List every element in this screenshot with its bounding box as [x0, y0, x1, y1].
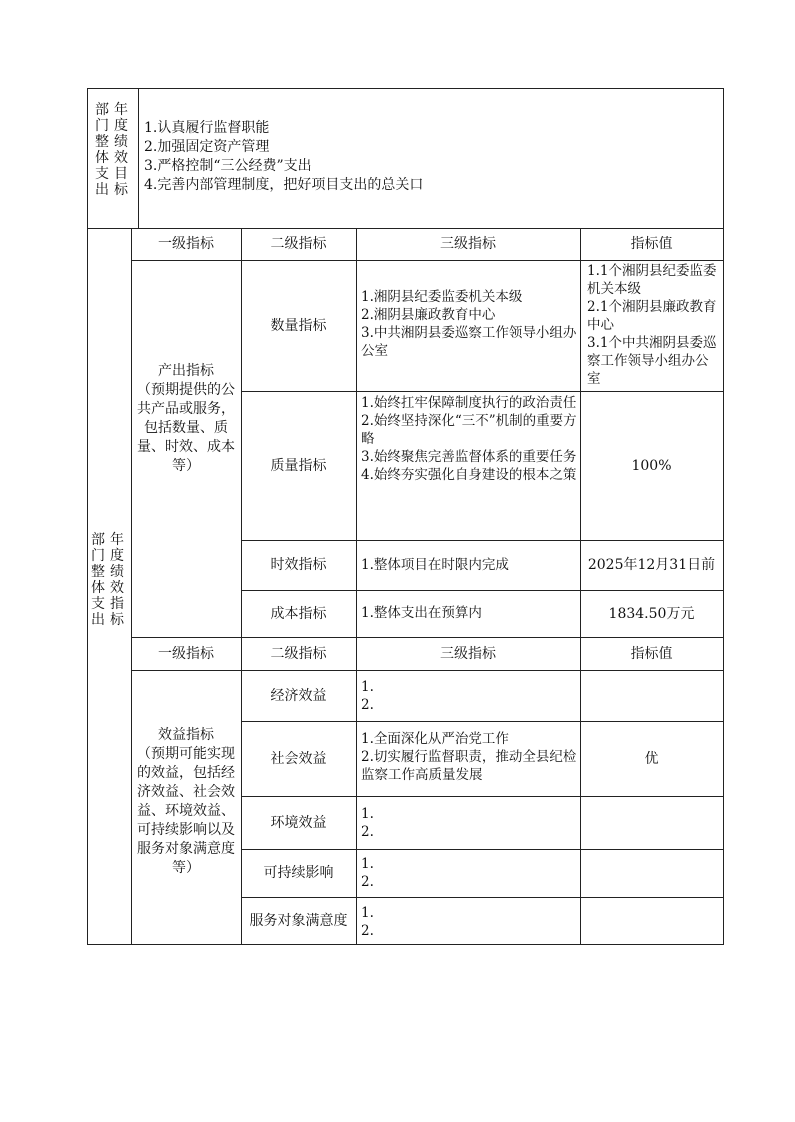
indicator-label-col1 — [90, 532, 106, 628]
benefit-level1 — [134, 670, 238, 944]
header-value-2: 指标值 — [630, 645, 673, 662]
value-line: 1.1个湘阴县纪委监委机关本级 — [587, 263, 717, 297]
benefit-level3-satisfaction — [361, 904, 577, 940]
vertical-char: 目 — [114, 166, 128, 182]
header-level1-2: 一级指标 — [158, 645, 214, 662]
benefit-level2-economic: 经济效益 — [270, 687, 327, 704]
benefit-value-sustainability — [580, 849, 723, 897]
vertical-char: 年 — [114, 102, 128, 118]
benefit-value-satisfaction — [580, 897, 723, 944]
header-level3: 三级指标 — [440, 236, 496, 252]
vertical-char: 绩 — [114, 134, 128, 150]
output-value-cost: 1834.50万元 — [608, 605, 695, 622]
output-value-timeliness: 2025年12月31日前 — [587, 557, 716, 573]
output-level3-quantity — [361, 288, 577, 360]
level3-line: 1. — [361, 679, 374, 695]
level3-line: 2. — [361, 824, 374, 840]
benefit-level3-social — [361, 730, 577, 784]
goal-item: 3.严格控制“三公经费”支出 — [144, 158, 312, 174]
vertical-char: 支 — [91, 596, 105, 612]
level3-line: 1.整体支出在预算内 — [361, 605, 482, 621]
level3-line: 2.切实履行监督职责，推动全县纪检监察工作高质量发展 — [361, 749, 577, 783]
benefit-level2-environment: 环境效益 — [270, 814, 327, 831]
vertical-char: 年 — [110, 532, 124, 548]
benefit-level2-satisfaction-text: 服务对象满意度 — [249, 912, 348, 929]
level3-line: 2. — [361, 697, 374, 713]
vertical-char: 体 — [95, 150, 109, 166]
output-level3-quality — [361, 394, 577, 539]
output-level3-timeliness — [361, 556, 577, 574]
vertical-char: 效 — [114, 150, 128, 166]
header-value: 指标值 — [630, 236, 673, 252]
benefit-level2-satisfaction — [241, 897, 356, 944]
level3-line: 1.整体项目在时限内完成 — [361, 557, 509, 573]
header-level2: 二级指标 — [270, 236, 327, 252]
level3-line: 4.始终夯实强化自身建设的根本之策 — [361, 467, 577, 483]
level3-line: 1. — [361, 806, 374, 822]
level3-line: 1. — [361, 856, 374, 872]
benefit-value-social: 优 — [644, 750, 659, 767]
goal-label-col1 — [94, 102, 110, 198]
header-level2-2: 二级指标 — [270, 645, 327, 662]
goal-list — [144, 119, 423, 195]
output-level2-timeliness: 时效指标 — [270, 557, 327, 573]
vertical-char: 整 — [95, 134, 109, 150]
level3-line: 1.全面深化从严治党工作 — [361, 731, 509, 747]
output-level2-quality: 质量指标 — [270, 457, 327, 474]
output-level2-quantity: 数量指标 — [270, 317, 327, 334]
vertical-char: 标 — [110, 612, 124, 628]
level3-line: 2.湘阴县廉政教育中心 — [361, 307, 496, 323]
level3-line: 2.始终坚持深化“三不”机制的重要方略 — [361, 413, 577, 447]
vertical-char: 度 — [114, 118, 128, 134]
vertical-char: 支 — [95, 166, 109, 182]
goal-item: 1.认真履行监督职能 — [144, 120, 270, 136]
vertical-char: 体 — [91, 580, 105, 596]
benefit-value-environment — [580, 796, 723, 849]
header-level1: 一级指标 — [158, 236, 214, 252]
goal-item: 4.完善内部管理制度，把好项目支出的总关口 — [144, 177, 424, 193]
indicator-label-col2 — [109, 532, 125, 628]
benefit-level3-economic — [361, 678, 577, 714]
vertical-char: 部 — [95, 102, 109, 118]
output-level1-text: 产出指标 （预期提供的公共产品或服务，包括数量、质量、时效、成本等） — [137, 362, 235, 474]
level3-line: 3.中共湘阴县委巡察工作领导小组办公室 — [361, 325, 577, 359]
output-level2-cost: 成本指标 — [270, 605, 327, 622]
header-level3-2: 三级指标 — [440, 645, 496, 662]
output-level3-cost — [361, 604, 577, 622]
benefit-level2-social: 社会效益 — [270, 750, 327, 767]
level3-line: 2. — [361, 923, 374, 939]
output-value-quality: 100% — [631, 457, 672, 474]
vertical-char: 出 — [95, 182, 109, 198]
level3-line: 2. — [361, 874, 374, 890]
output-level1 — [134, 260, 238, 637]
goal-label-col2 — [113, 102, 129, 198]
level3-line: 3.始终聚焦完善监督体系的重要任务 — [361, 449, 577, 465]
benefit-level1-text: 效益指标 （预期可能实现的效益，包括经济效益、社会效益、环境效益、可持续影响以及服务对象满意度等） — [137, 727, 235, 876]
vertical-char: 指 — [110, 596, 124, 612]
benefit-level3-environment — [361, 805, 577, 841]
value-line: 2.1个湘阴县廉政教育中心 — [587, 299, 717, 333]
level3-line: 1.始终扛牢保障制度执行的政治责任 — [361, 395, 577, 411]
vertical-char: 度 — [110, 548, 124, 564]
benefit-level3-sustainability — [361, 855, 577, 891]
value-line: 3.1个中共湘阴县委巡察工作领导小组办公室 — [587, 335, 717, 387]
output-value-quantity — [587, 262, 721, 390]
vertical-char: 绩 — [110, 564, 124, 580]
level3-line: 1.湘阴县纪委监委机关本级 — [361, 289, 523, 305]
vertical-char: 效 — [110, 580, 124, 596]
vertical-char: 门 — [95, 118, 109, 134]
vertical-char: 出 — [91, 612, 105, 628]
goal-item: 2.加强固定资产管理 — [144, 139, 270, 155]
benefit-level2-sustainability: 可持续影响 — [263, 865, 334, 881]
vertical-char: 整 — [91, 564, 105, 580]
benefit-value-economic — [580, 670, 723, 721]
vertical-char: 门 — [91, 548, 105, 564]
vertical-char: 部 — [91, 532, 105, 548]
level3-line: 1. — [361, 905, 374, 921]
vertical-char: 标 — [114, 182, 128, 198]
